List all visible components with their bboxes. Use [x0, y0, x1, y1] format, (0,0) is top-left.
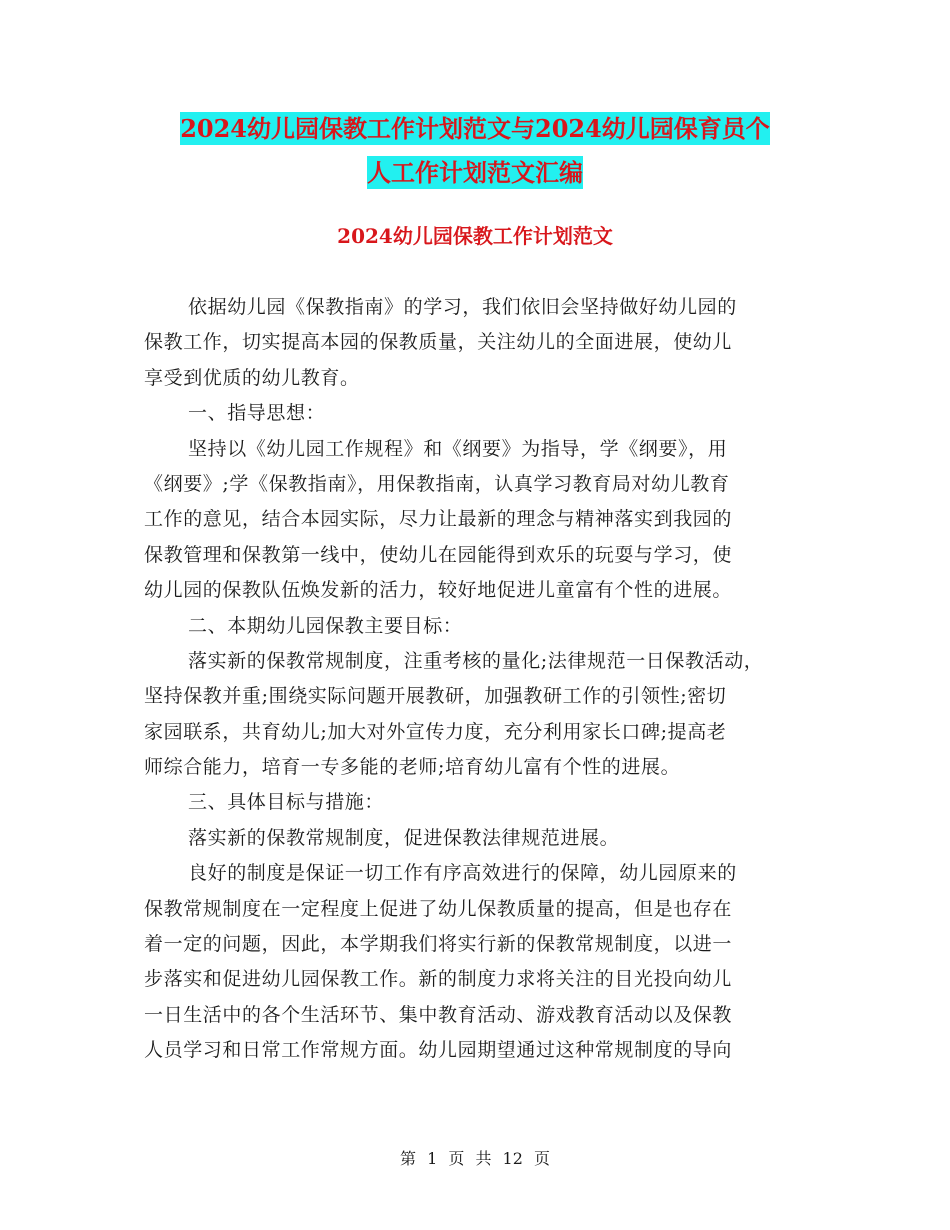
paragraph-line: 保教常规制度在一定程度上促进了幼儿保教质量的提高，但是也存在	[144, 897, 733, 920]
section-heading: 2024幼儿园保教工作计划范文	[337, 224, 613, 248]
paragraph-line: 良好的制度是保证一切工作有序高效进行的保障，幼儿园原来的	[188, 862, 737, 885]
document-title-line-1	[0, 114, 950, 144]
page-footer: 第 1 页 共 12 页	[400, 1149, 550, 1168]
title-highlight: 人工作计划范文汇编	[367, 158, 583, 187]
paragraph-line: 保教工作，切实提高本园的保教质量，关注幼儿的全面进展，使幼儿	[144, 331, 733, 354]
body-text	[144, 290, 824, 1069]
paragraph-line: 幼儿园的保教队伍焕发新的活力，较好地促进儿童富有个性的进展。	[144, 579, 733, 602]
paragraph-line: 一日生活中的各个生活环节、集中教育活动、游戏教育活动以及保教	[144, 1003, 733, 1026]
document-title-line-2	[0, 158, 950, 188]
paragraph-line: 坚持保教并重;围绕实际问题开展教研，加强教研工作的引领性;密切	[144, 685, 727, 708]
paragraph-line: 保教管理和保教第一线中，使幼儿在园能得到欢乐的玩耍与学习，使	[144, 543, 733, 566]
paragraph-line: 《纲要》;学《保教指南》，用保教指南，认真学习教育局对幼儿教育	[144, 472, 730, 495]
paragraph-line: 依据幼儿园《保教指南》的学习，我们依旧会坚持做好幼儿园的	[188, 296, 737, 318]
paragraph-line: 工作的意见，结合本园实际，尽力让最新的理念与精神落实到我园的	[144, 508, 733, 531]
paragraph-line: 落实新的保教常规制度，促进保教法律规范进展。	[188, 826, 620, 849]
paragraph-line: 着一定的问题，因此，本学期我们将实行新的保教常规制度，以进一	[144, 933, 733, 956]
paragraph-line: 家园联系，共育幼儿;加大对外宣传力度，充分利用家长口碑;提高老	[144, 720, 727, 743]
paragraph-line: 人员学习和日常工作常规方面。幼儿园期望通过这种常规制度的导向	[144, 1039, 733, 1062]
heading-line: 三、具体目标与措施：	[188, 791, 385, 814]
paragraph-line: 步落实和促进幼儿园保教工作。新的制度力求将关注的目光投向幼儿	[144, 968, 733, 991]
title-highlight: 2024幼儿园保教工作计划范文与2024幼儿园保育员个	[180, 114, 770, 143]
paragraph-line: 师综合能力，培育一专多能的老师;培育幼儿富有个性的进展。	[144, 756, 681, 779]
heading-line: 二、本期幼儿园保教主要目标：	[188, 614, 463, 637]
paragraph-line: 落实新的保教常规制度，注重考核的量化;法律规范一日保教活动，	[188, 649, 764, 672]
heading-line: 一、指导思想：	[188, 402, 326, 425]
paragraph-line: 享受到优质的幼儿教育。	[144, 366, 360, 389]
paragraph-line: 坚持以《幼儿园工作规程》和《纲要》为指导，学《纲要》，用	[188, 437, 728, 460]
